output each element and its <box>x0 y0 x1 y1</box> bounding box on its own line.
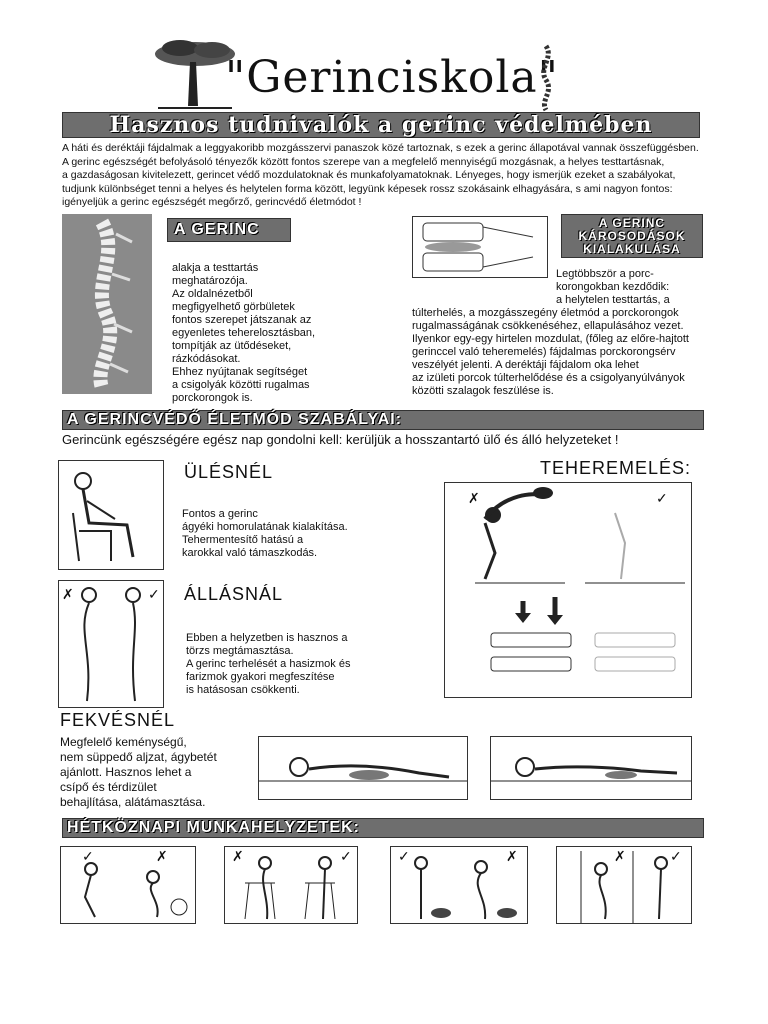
lying-illustration-1 <box>258 736 468 800</box>
cross-icon: ✗ <box>156 848 168 864</box>
fekvesnel-text: Megfelelő keménységű, nem süppedő aljzat, ágybetét ajánlott. Hasznos lehet a csípő és térdizület behajlítása, alátámasztása. <box>60 735 217 809</box>
allasnal-heading: ÁLLÁSNÁL <box>184 584 284 604</box>
check-icon: ✓ <box>656 490 668 506</box>
ulesnel-heading: ÜLÉSNÉL <box>184 462 274 482</box>
karosodas-text-wide: túlterhelés, a mozgásszegény életmód a porckorongok rugalmasságának csökkenéséhez, ellapulásához vezet. Ilyenkor egy-egy hirtelen mozdulat, (főleg az előre-hajtott gerinccel való teheremelés) fájdalmas porckorongsérv veszélyét jelenti. A deréktáji fájdalom oka lehet az izületi porcok túlterhelődése és a csigolyanyúlványok közötti szalagok feszülése is. <box>412 307 689 397</box>
cross-icon: ✗ <box>614 848 626 864</box>
intro-line: tudjunk különbséget tenni a helyes és helytelen forma között, legyünk képesek rossz szokásaink elhagyására, s ami nagyon fontos: <box>62 182 673 195</box>
intro-text <box>62 142 702 210</box>
check-icon: ✓ <box>670 848 682 864</box>
lifting-illustration <box>444 482 692 698</box>
ulesnel-text: Fontos a gerinc ágyéki homorulatának kialakítása. Tehermentesítő hatású a karokkal való támaszkodás. <box>182 508 348 559</box>
check-icon: ✓ <box>82 848 94 864</box>
intro-line: A háti és deréktáji fájdalmak a leggyakoribb mozgásszervi panaszok közé tartoznak, s ezek a gerinc állapotával vannak összefüggésben. <box>62 142 699 154</box>
cross-icon: ✗ <box>468 490 480 506</box>
lying-illustration-2 <box>490 736 692 800</box>
vertebra-illustration <box>412 216 548 278</box>
gerinc-heading: A GERINC <box>167 218 291 242</box>
intro-line: A gerinc egészségét befolyásoló tényezők között fontos szerepe van a megfelelő mennyiségű mozgásnak, a helyes testtartásnak, <box>62 155 665 168</box>
rules-lead: Gerincünk egészségére egész nap gondolni kell: kerüljük a hosszantartó ülő és álló helyzeteket ! <box>62 432 619 447</box>
spine-illustration <box>62 214 152 394</box>
karosodas-heading: A GERINC KÁROSODÁSOK KIALAKULÁSA <box>561 214 703 258</box>
cross-icon: ✗ <box>62 586 74 602</box>
check-icon: ✓ <box>340 848 352 864</box>
karosodas-text-narrow: Legtöbbször a porc- korongokban kezdődik: a helytelen testtartás, a <box>556 268 670 306</box>
rules-heading: A GERINCVÉDŐ ÉLETMÓD SZABÁLYAI: <box>62 410 704 430</box>
subtitle-banner <box>62 112 700 138</box>
work-illustration-2 <box>224 846 358 924</box>
subtitle-text: Hasznos tudnivalók a gerinc védelmében <box>109 112 653 138</box>
intro-line: igényeljük a gerinc egészségét megőrző, gerincvédő életmódot ! <box>62 196 362 208</box>
teheremeles-heading: TEHEREMELÉS: <box>540 458 692 478</box>
fekvesnel-heading: FEKVÉSNÉL <box>60 710 176 730</box>
cross-icon: ✗ <box>232 848 244 864</box>
intro-line: a gazdaságosan kivitelezett, gerincet védő mozdulatoknak és munkafolyamatoknak. Lényeges, hogy ismerjük ezeket a szabályokat, <box>62 169 676 181</box>
cross-icon: ✗ <box>506 848 518 864</box>
spine-letter-icon <box>534 44 558 112</box>
munka-heading: HÉTKÖZNAPI MUNKAHELYZETEK: <box>62 818 704 838</box>
check-icon: ✓ <box>398 848 410 864</box>
allasnal-text: Ebben a helyzetben is hasznos a törzs megtámasztása. A gerinc terhelését a hasizmok és farizmok gyakori megfeszítése is hatásosan csökkenti. <box>186 632 351 696</box>
check-icon: ✓ <box>148 586 160 602</box>
gerinc-text: alakja a testtartás meghatározója. Az oldalnézetből megfigyelhető görbületek fontos szerepet játszanak az egyenletes teherelosztásban, tompítják az ütődéseket, rázkódásokat. Ehhez nyújtanak segítséget a csigolyák közötti rugalmas porckorongok is. <box>172 262 316 404</box>
sitting-illustration <box>58 460 164 570</box>
work-illustration-1 <box>60 846 196 924</box>
page-title: "Gerinciskola" <box>225 52 559 103</box>
